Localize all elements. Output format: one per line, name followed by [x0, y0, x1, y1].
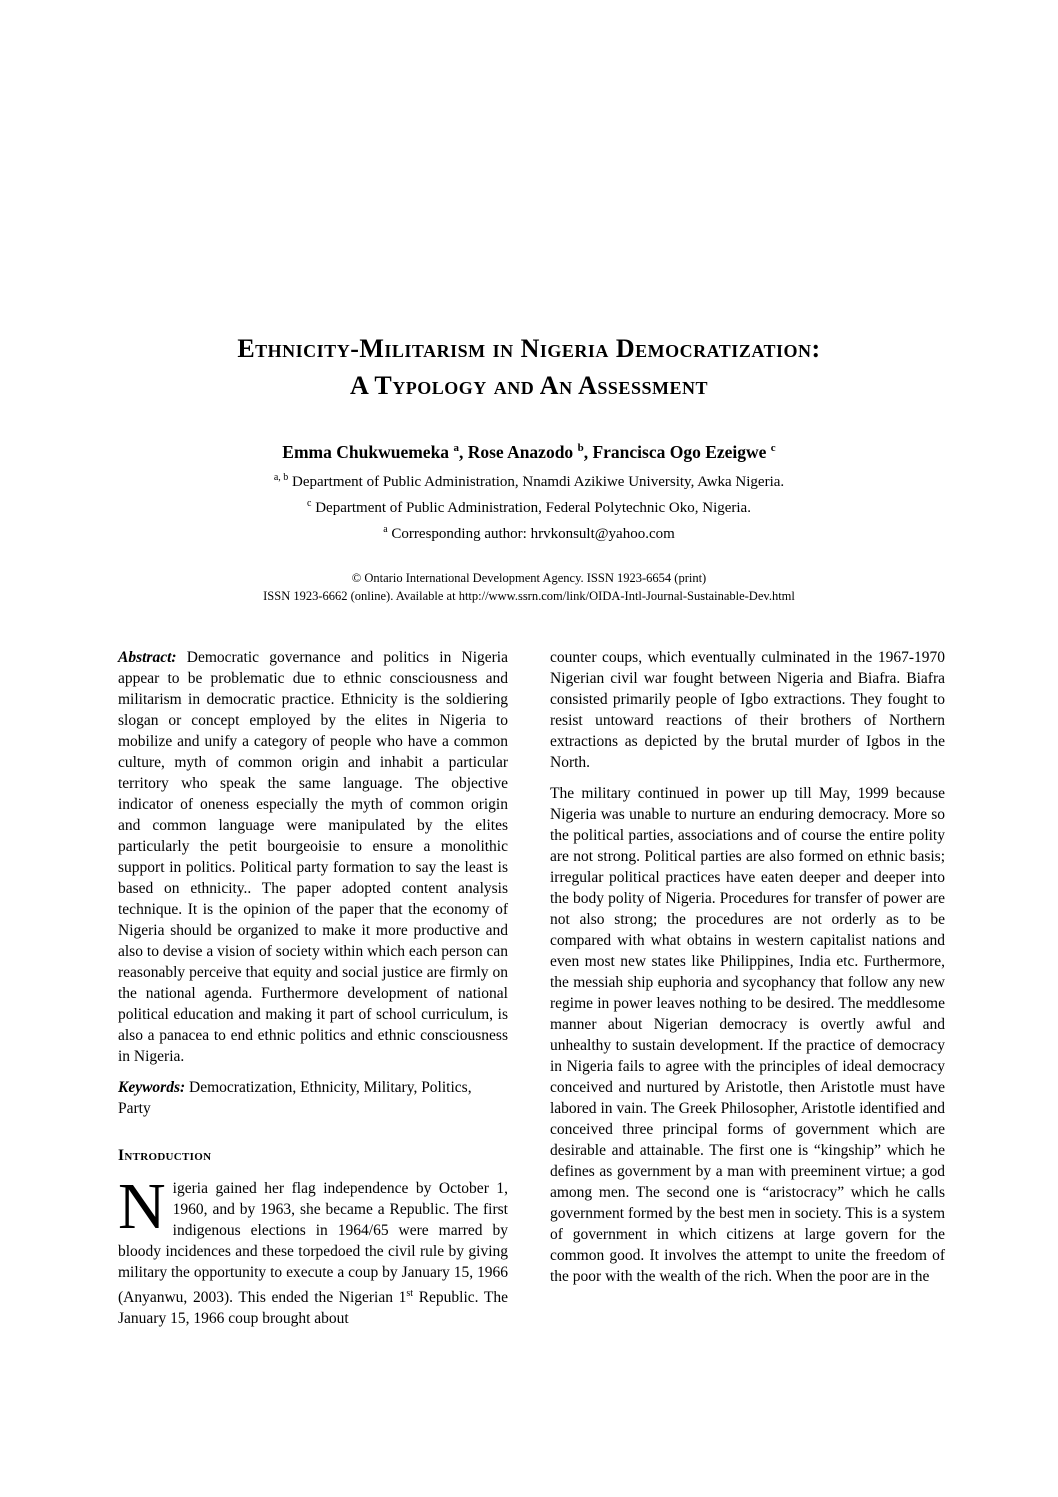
ordinal-superscript: st — [406, 1288, 414, 1299]
left-column — [118, 647, 508, 1339]
affiliations-block — [0, 467, 1058, 545]
body-paragraph-2: The military continued in power up till May, 1999 because Nigeria was unable to nurture an enduring democracy. More so the political parties, associations and of course the entire polity are not strong. Political parties are also formed on ethnic basis; irregular political practices have eaten deeper and deeper into the body polity of Nigeria. Procedures for transfer of power are not also strong; the procedures are not orderly as to be compared with what obtains in western capitalist nations and even most new states like Philippines, India etc. Furthermore, the messiah ship euphoria and sycophancy that follow any new regime in power leaves nothing to be desired. The meddlesome manner about Nigerian democracy is overtly awful and unhealthy to sustain development. If the practice of democracy in Nigeria fails to agree with the principles of ideal democracy conceived and nurtured by Aristotle, then Aristotle must have labored in vain. The Greek Philosopher, Aristotle identified and conceived three principal forms of government which are desirable and attainable. The first one is “kingship” which he defines as government by a man with preeminent virtue; a god among men. The second one is “aristocracy” which he calls government formed by the best men in society. This is a system of government in which citizens at large govern for the common good. It involves the attempt to unite the freedom of the poor with the wealth of the rich. When the poor are in the — [550, 785, 945, 1285]
title-line-2: A Typology and An Assessment — [350, 371, 708, 400]
keywords-text: Democratization, Ethnicity, Military, Politics, Party — [118, 1079, 472, 1117]
title-line-1: Ethnicity-Militarism in Nigeria Democratization: — [237, 334, 821, 363]
author-name-1: Emma Chukwuemeka — [282, 442, 454, 462]
affiliation-1-text: Department of Public Administration, Nnamdi Azikiwe University, Awka Nigeria. — [288, 474, 785, 490]
corresponding-author-text: Corresponding author: hrvkonsult@yahoo.com — [387, 526, 675, 542]
paper-title — [0, 330, 1058, 404]
two-column-body — [118, 647, 945, 1339]
author-name-3: , Francisca Ogo Ezeigwe — [583, 442, 771, 462]
introduction-paragraph — [118, 1170, 508, 1329]
author-affil-mark-3: c — [770, 442, 776, 455]
keywords-paragraph — [118, 1077, 508, 1119]
corresponding-author-mark: a — [383, 524, 388, 535]
imprint-line-2: ISSN 1923-6662 (online). Available at http://www.ssrn.com/link/OIDA-Intl-Journal-Sustainable-Dev.html — [263, 589, 795, 603]
abstract-paragraph — [118, 647, 508, 1067]
imprint-line-1: © Ontario International Development Agency. ISSN 1923-6654 (print) — [351, 571, 707, 585]
affiliation-2-text: Department of Public Administration, Federal Polytechnic Oko, Nigeria. — [311, 500, 751, 516]
keywords-label: Keywords: — [118, 1079, 186, 1096]
affiliation-1-mark: a, b — [273, 472, 289, 483]
authors-line — [0, 442, 1058, 463]
introduction-heading: Introduction — [118, 1147, 212, 1164]
affiliation-2 — [0, 493, 1058, 519]
author-affil-mark-2: b — [577, 442, 584, 455]
abstract-text: Democratic governance and politics in Nigeria appear to be problematic due to ethnic consciousness and militarism in democratic practice. Ethnicity is the soldiering slogan or concept employed by the elites in Nigeria to mobilize and unify a category of people who have a common culture, myth of common origin and inhabit a particular territory who speak the same language. The objective indicator of oneness especially the myth of common origin and common language were manipulated by the elites particularly the petit bourgeoisie to ensure a monolithic support in politics. Political party formation to say the least is based on ethnicity.. The paper adopted content analysis technique. It is the opinion of the paper that the economy of Nigeria should be organized to make it more productive and also to devise a vision of society within which each person can reasonably perceive that equity and social justice are firmly on the national agenda. Furthermore development of national political education and making it part of school curriculum, is also a panacea to end ethnic politics and ethnic consciousness in Nigeria. — [118, 649, 508, 1065]
affiliation-1 — [0, 467, 1058, 493]
body-paragraph-1: counter coups, which eventually culminated in the 1967-1970 Nigerian civil war fought between Nigeria and Biafra. Biafra consisted primarily people of Igbo extractions. They fought to resist untoward reactions of their brothers of Northern extractions as depicted by the brutal murder of Igbos in the North. — [550, 649, 945, 771]
journal-imprint — [0, 569, 1058, 605]
author-affil-mark-1: a — [453, 442, 459, 455]
paper-header — [0, 0, 1058, 605]
abstract-label: Abstract: — [118, 649, 177, 666]
introduction-text-2: Republic. The January 15, 1966 coup brought about — [118, 1289, 508, 1328]
author-name-2: , Rose Anazodo — [458, 442, 578, 462]
right-column — [550, 647, 945, 1339]
corresponding-author-line — [0, 519, 1058, 545]
affiliation-2-mark: c — [307, 498, 312, 509]
introduction-text-1: igeria gained her flag independence by October 1, 1960, and by 1963, she became a Republic. The first indigenous elections in 1964/65 were marred by bloody incidences and these torpedoed the civil rule by giving military the opportunity to execute a coup by January 15, 1966 (Anyanwu, 2003). This ended the Nigerian 1 — [118, 1180, 508, 1307]
dropcap-letter: N — [118, 1170, 166, 1243]
